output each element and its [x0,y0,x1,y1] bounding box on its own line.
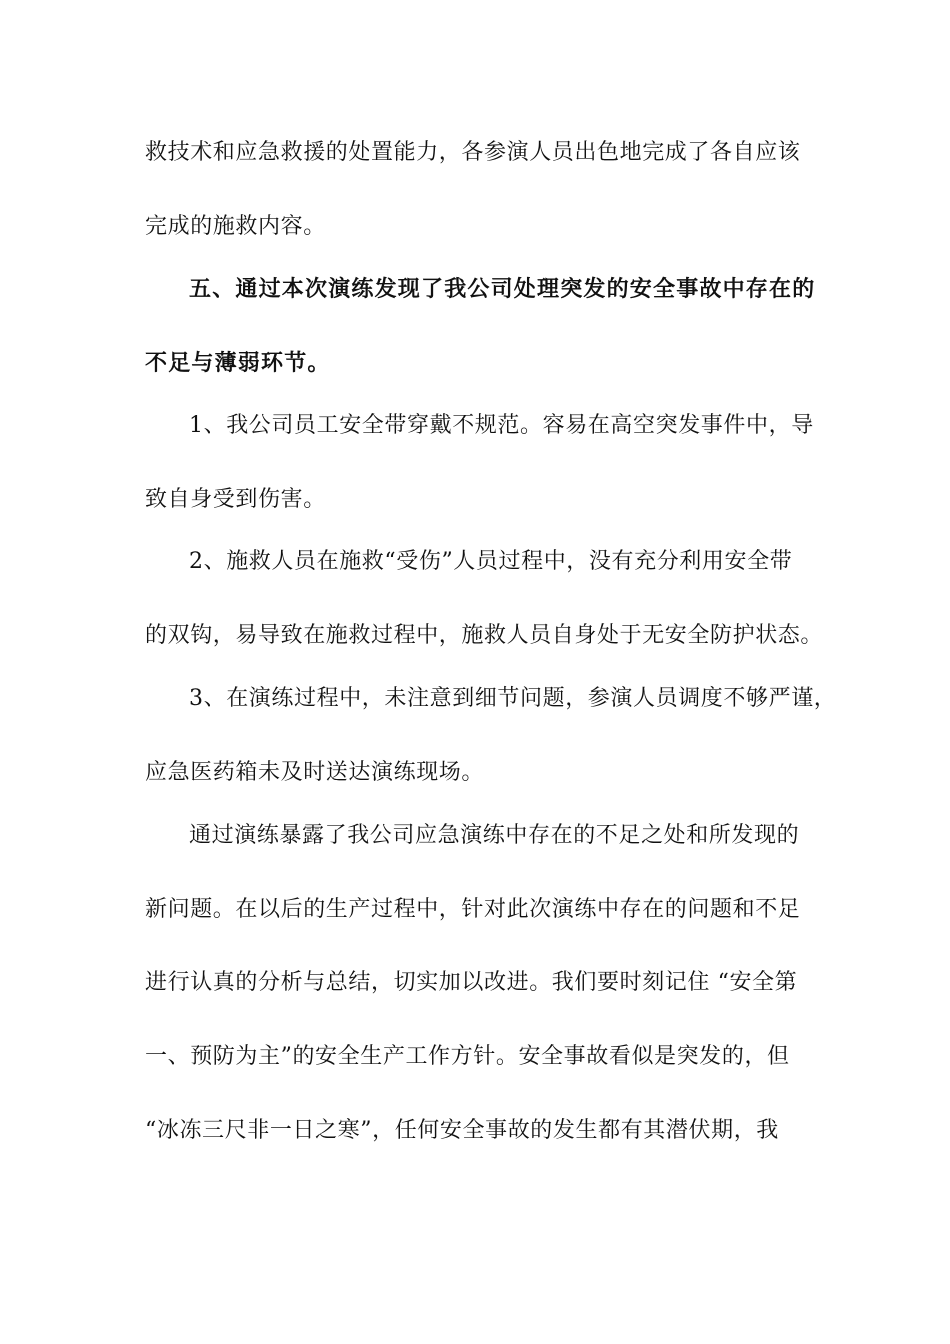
section-heading-line: 五、通过本次演练发现了我公司处理突发的安全事故中存在的 [189,277,816,302]
list-item-line: 1、我公司员工安全带穿戴不规范。容易在高空突发事件中，导 [189,413,814,438]
list-item-line: 致自身受到伤害。 [145,487,326,512]
paragraph-line: 新问题。在以后的生产过程中，针对此次演练中存在的问题和不足 [145,897,801,922]
paragraph-line: 救技术和应急救援的处置能力，各参演人员出色地完成了各自应该 [145,140,801,165]
paragraph-line: “冰冻三尺非一日之寒”，任何安全事故的发生都有其潜伏期，我 [145,1118,779,1143]
list-item-line: 2、施救人员在施救“受伤”人员过程中，没有充分利用安全带 [189,549,793,574]
list-item-line: 3、在演练过程中，未注意到细节问题，参演人员调度不够严谨， [189,686,837,711]
paragraph-line: 通过演练暴露了我公司应急演练中存在的不足之处和所发现的 [189,823,800,848]
paragraph-line: 一、预防为主”的安全生产工作方针。安全事故看似是突发的，但 [145,1044,790,1069]
list-item-line: 应急医药箱未及时送达演练现场。 [145,760,485,785]
list-item-line: 的双钩，易导致在施救过程中，施救人员自身处于无安全防护状态。 [145,623,824,648]
paragraph-line: 进行认真的分析与总结，切实加以改进。我们要时刻记住 “安全第 [145,970,798,995]
section-heading-line: 不足与薄弱环节。 [145,351,331,376]
paragraph-line: 完成的施救内容。 [145,214,326,239]
